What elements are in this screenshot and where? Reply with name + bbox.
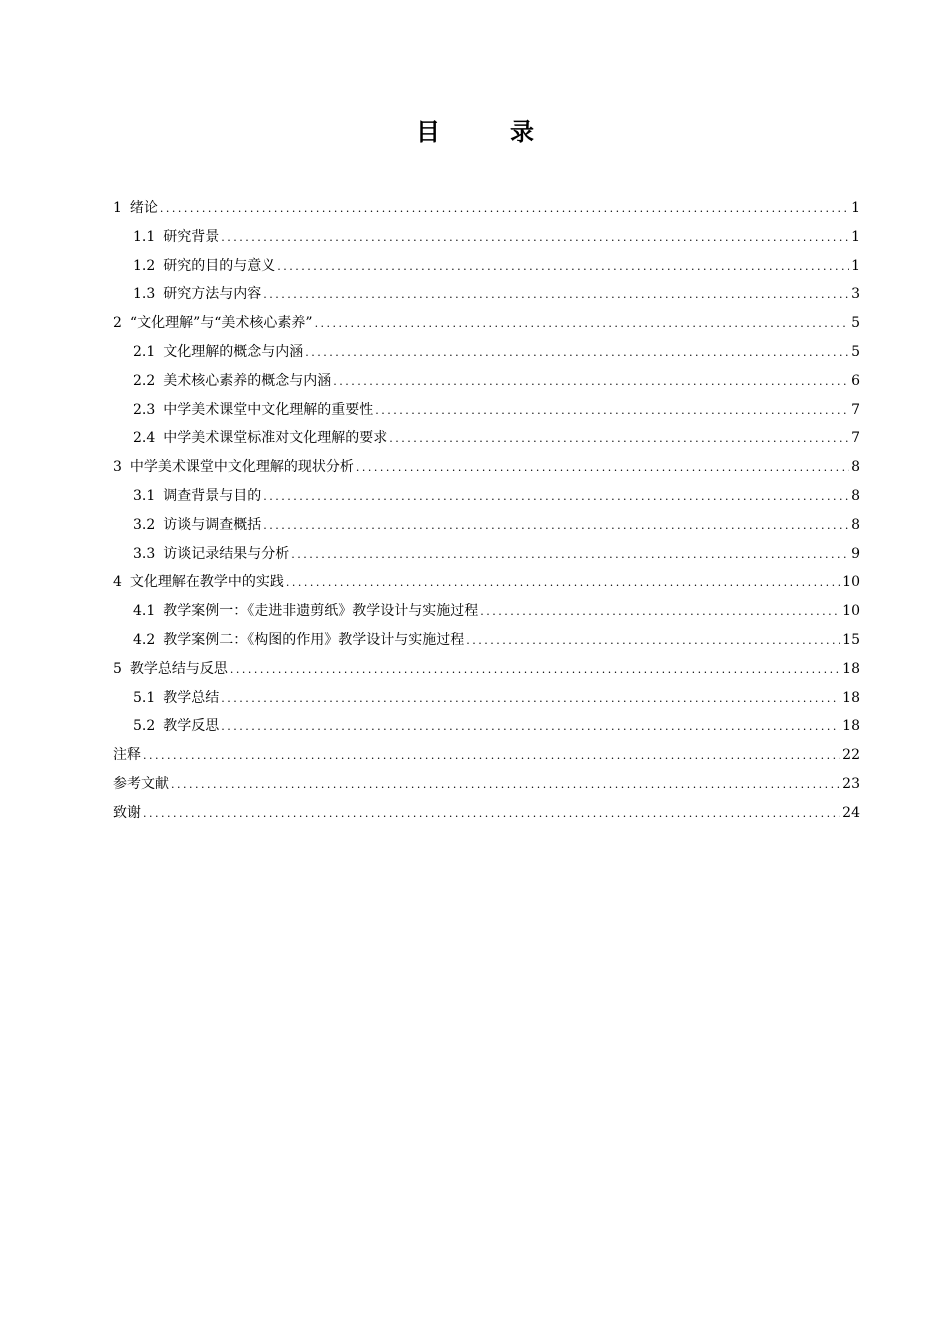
toc-entry-text: 教学反思 [163, 718, 220, 735]
toc-entry-number: 2 [113, 315, 122, 332]
toc-entry-text: 绪论 [129, 200, 158, 216]
toc-entry[interactable] [113, 655, 860, 684]
toc-dot-leader [221, 685, 840, 714]
toc-entry[interactable] [113, 684, 860, 713]
toc-entry-page-number: 1 [851, 200, 860, 216]
toc-entry[interactable] [113, 741, 860, 770]
toc-entry[interactable] [113, 626, 860, 655]
toc-entry[interactable] [113, 396, 860, 425]
toc-entry-page-number: 24 [842, 804, 860, 821]
toc-dot-leader [315, 310, 850, 339]
toc-entry-text: 访谈记录结果与分析 [163, 545, 290, 562]
toc-entry-label [113, 194, 158, 223]
toc-entry-label [133, 280, 261, 309]
toc-dot-leader [277, 253, 849, 282]
toc-entry-text: 教学总结与反思 [129, 660, 228, 677]
toc-entry-page-number: 18 [842, 660, 860, 677]
toc-entry-number: 1 [113, 200, 122, 216]
toc-dot-leader [356, 454, 849, 483]
toc-entry-text: 致谢 [113, 804, 141, 821]
toc-entry-label [133, 511, 261, 540]
toc-entry-label [133, 396, 373, 425]
toc-entry-label [113, 568, 284, 597]
toc-entry-number: 4.2 [133, 631, 156, 648]
toc-dot-leader [230, 656, 840, 685]
toc-entry[interactable] [113, 568, 860, 597]
toc-entry[interactable] [113, 223, 860, 252]
toc-entry-text: 参考文献 [113, 775, 169, 792]
toc-entry-page-number: 7 [851, 430, 860, 447]
toc-entry-label [133, 712, 219, 741]
toc-entry-page-number: 18 [842, 718, 860, 735]
toc-entry[interactable] [113, 252, 860, 281]
toc-entry[interactable] [113, 540, 860, 569]
toc-entry-text: 文化理解的概念与内涵 [163, 343, 304, 360]
toc-title-right: 录 [510, 118, 534, 146]
toc-dot-leader [333, 368, 849, 397]
toc-entry-page-number: 10 [842, 603, 860, 620]
toc-dot-leader [480, 598, 840, 627]
toc-entry[interactable] [113, 453, 860, 482]
toc-entry-number: 1.1 [133, 228, 156, 245]
toc-entry-page-number: 6 [851, 372, 860, 389]
toc-entry-text: 美术核心素养的概念与内涵 [163, 372, 332, 389]
toc-entry-page-number: 8 [851, 459, 860, 476]
toc-entry-label [113, 655, 228, 684]
toc-entry-page-number: 23 [842, 775, 860, 792]
toc-dot-leader [263, 281, 849, 310]
toc-entry-number: 5.1 [133, 689, 156, 706]
toc-entry-number: 1.2 [133, 257, 156, 274]
toc-entry-label [113, 770, 169, 799]
toc-dot-leader [466, 627, 840, 656]
toc-entry-number: 2.2 [133, 372, 156, 389]
toc-entry-text: 教学总结 [163, 689, 220, 706]
toc-entry-page-number: 8 [851, 487, 860, 504]
toc-entry-page-number: 9 [851, 545, 860, 562]
toc-entry-label [133, 424, 387, 453]
toc-entry-text: 中学美术课堂标准对文化理解的要求 [163, 430, 388, 447]
toc-entry-text: 注释 [113, 747, 141, 764]
toc-entry[interactable] [113, 424, 860, 453]
toc-entry[interactable] [113, 338, 860, 367]
toc-entry-label [113, 799, 141, 828]
toc-entry-page-number: 1 [851, 228, 860, 245]
toc-dot-leader [263, 512, 849, 541]
toc-entry[interactable] [113, 511, 860, 540]
toc-entry-label [133, 223, 219, 252]
toc-entry-label [133, 338, 303, 367]
toc-entry-text: 教学案例一：《走进非遗剪纸》教学设计与实施过程 [163, 603, 479, 620]
toc-entry[interactable] [113, 712, 860, 741]
toc-entry-number: 5 [113, 660, 122, 677]
toc-dot-leader [286, 569, 840, 598]
toc-entry-number: 4.1 [133, 603, 156, 620]
toc-entry-label [133, 540, 289, 569]
toc-entry[interactable] [113, 194, 860, 223]
toc-entry-page-number: 1 [851, 257, 860, 274]
toc-entry-label [113, 741, 141, 770]
toc-entry-number: 2.4 [133, 430, 156, 447]
toc-entry-page-number: 8 [851, 516, 860, 533]
toc-title [0, 112, 950, 147]
toc-entry[interactable] [113, 309, 860, 338]
toc-title-left: 目 [416, 118, 440, 146]
toc-dot-leader [305, 339, 849, 368]
toc-entry-text: 访谈与调查概括 [163, 516, 262, 533]
toc-entry-number: 4 [113, 574, 122, 591]
toc-entry-text: 研究背景 [163, 228, 220, 245]
toc-entry[interactable] [113, 799, 860, 828]
toc-entry-page-number: 10 [842, 574, 860, 591]
toc-dot-leader [143, 742, 840, 771]
toc-entry-label [113, 309, 313, 338]
table-of-contents [113, 194, 860, 828]
toc-entry-text: “文化理解”与“美术核心素养” [129, 315, 313, 332]
toc-dot-leader [389, 425, 849, 454]
toc-entry-number: 3.2 [133, 516, 156, 533]
toc-entry-text: 教学案例二：《构图的作用》教学设计与实施过程 [163, 631, 465, 648]
toc-dot-leader [221, 713, 840, 742]
toc-entry-page-number: 7 [851, 401, 860, 418]
toc-entry-label [133, 482, 261, 511]
toc-entry-number: 2.1 [133, 343, 156, 360]
toc-entry-number: 3.1 [133, 487, 156, 504]
toc-dot-leader [143, 800, 840, 829]
toc-entry-text: 调查背景与目的 [163, 487, 262, 504]
toc-entry-label [133, 597, 478, 626]
toc-entry-page-number: 22 [842, 747, 860, 764]
toc-entry-number: 5.2 [133, 718, 156, 735]
toc-entry[interactable] [113, 367, 860, 396]
toc-entry[interactable] [113, 280, 860, 309]
toc-entry-page-number: 3 [851, 286, 860, 303]
toc-entry[interactable] [113, 597, 860, 626]
toc-entry-text: 中学美术课堂中文化理解的重要性 [163, 401, 374, 418]
toc-entry-page-number: 5 [851, 343, 860, 360]
toc-entry-page-number: 5 [851, 315, 860, 332]
toc-entry-label [133, 684, 219, 713]
toc-dot-leader [291, 541, 849, 570]
toc-dot-leader [375, 397, 849, 426]
toc-entry-text: 研究方法与内容 [163, 286, 262, 303]
toc-entry-page-number: 15 [842, 631, 860, 648]
toc-entry-number: 1.3 [133, 286, 156, 303]
toc-entry-text: 中学美术课堂中文化理解的现状分析 [129, 459, 354, 476]
toc-entry-number: 3 [113, 459, 122, 476]
toc-entry-text: 文化理解在教学中的实践 [129, 574, 284, 591]
toc-entry-label [113, 453, 354, 482]
toc-dot-leader [160, 195, 849, 224]
toc-entry-label [133, 367, 331, 396]
toc-entry-text: 研究的目的与意义 [163, 257, 276, 274]
toc-entry-label [133, 252, 275, 281]
toc-entry-label [133, 626, 464, 655]
toc-entry[interactable] [113, 482, 860, 511]
toc-dot-leader [171, 771, 840, 800]
toc-entry-number: 3.3 [133, 545, 156, 562]
toc-entry-number: 2.3 [133, 401, 156, 418]
toc-entry[interactable] [113, 770, 860, 799]
toc-dot-leader [263, 483, 849, 512]
toc-entry-page-number: 18 [842, 689, 860, 706]
toc-dot-leader [221, 224, 849, 253]
